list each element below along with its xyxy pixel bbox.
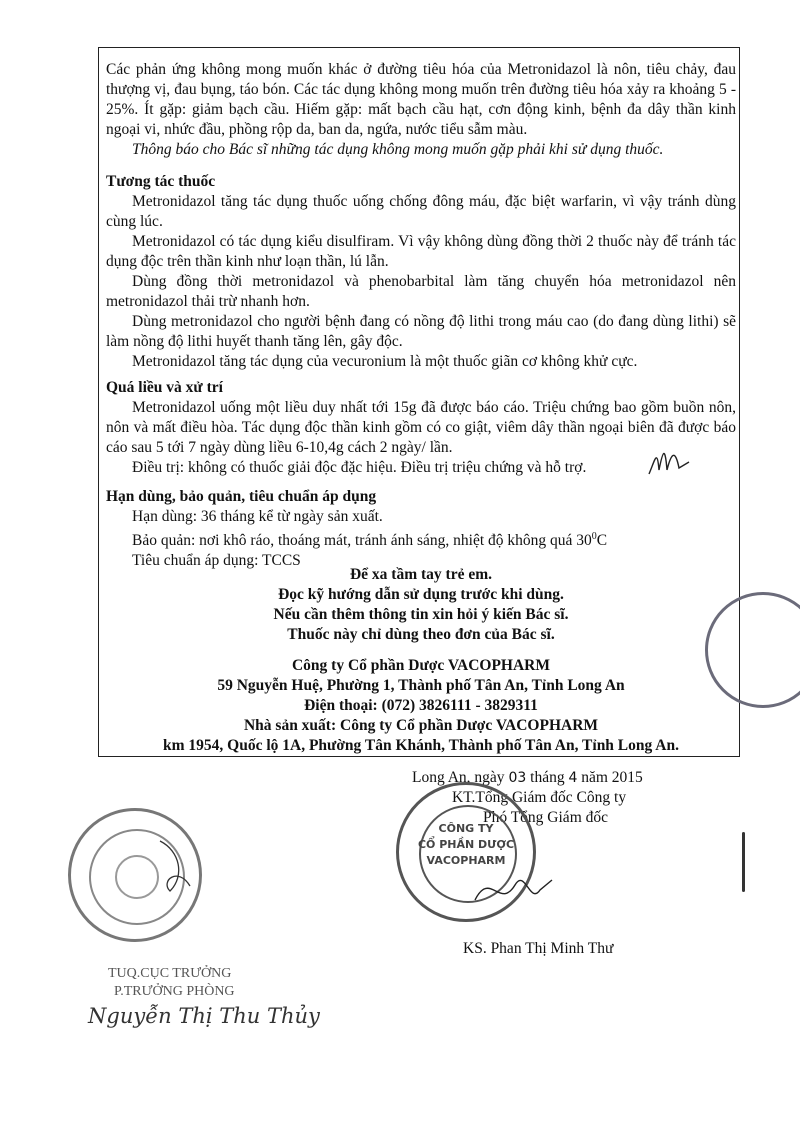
storage-conditions: Bảo quản: nơi khô ráo, thoáng mát, tránh ánh sáng, nhiệt độ không quá $30^0C$ <box>132 531 608 550</box>
overdose-paragraph: Metronidazol uống một liều duy nhất tới 15g đã được báo cáo. Triệu chứng bao gồm buồn nôn, nôn và mất điều hòa. Tác dụng độc thần kinh gồm có co giật, viêm dây thần ngoại biên đã được báo cáo sau 5 tới 7 ngày dùng liều 6-10,4g cách 2 ngày/ lần. <box>106 399 736 456</box>
warning-line: Thuốc này chỉ dùng theo đơn của Bác sĩ. <box>287 626 555 643</box>
director-signature <box>470 860 560 920</box>
company-phone: Điện thoại: (072) 3826111 - 3829311 <box>304 697 538 714</box>
warning-line: Để xa tầm tay trẻ em. <box>349 566 493 583</box>
adverse-section <box>106 60 736 160</box>
interaction-item: Dùng metronidazol cho người bệnh đang có nồng độ lithi trong máu cao (do đang dùng lithi) sẽ làm nồng độ lithi huyết thanh tăng lên, gây độc. <box>106 313 736 350</box>
overdose-section <box>106 378 736 478</box>
warnings <box>106 565 736 645</box>
signoff-subtitle: Phó Tổng Giám đốc <box>483 809 608 826</box>
ministry-signature-mark <box>150 836 200 896</box>
interactions-section <box>106 172 736 372</box>
interaction-item: Metronidazol có tác dụng kiểu disulfiram. Vì vậy không dùng đồng thời 2 thuốc này để tránh tác dụng độc trên thần kinh như loạn thần, lú lẫn. <box>106 233 736 270</box>
standard: Tiêu chuẩn áp dụng: TCCS <box>132 552 301 570</box>
initials-signature <box>645 440 695 486</box>
signer-name: KS. Phan Thị Minh Thư <box>463 940 614 957</box>
overdose-heading: Quá liều và xử trí <box>106 379 223 396</box>
warning-line: Nếu cần thêm thông tin xin hỏi ý kiến Bác sĩ. <box>273 606 569 623</box>
warning-line: Đọc kỹ hướng dẫn sử dụng trước khi dùng. <box>278 586 564 603</box>
shelf-life: Hạn dùng: 36 tháng kể từ ngày sản xuất. <box>132 508 383 525</box>
signoff-title: KT.Tổng Giám đốc Công ty <box>452 789 627 806</box>
signoff-date: Long An, ngày 03 tháng 4 năm 2015 <box>412 769 643 786</box>
interaction-item: Metronidazol tăng tác dụng thuốc uống chống đông máu, đặc biệt warfarin, vì vậy tránh dùng cùng lúc. <box>106 193 736 230</box>
adverse-paragraph: Các phản ứng không mong muốn khác ở đường tiêu hóa của Metronidazol là nôn, tiêu chảy, đau thượng vị, đau bụng, táo bón. Các tác dụng không mong muốn trên đường tiêu hóa xảy ra khoảng 5 - 25%. Ít gặp: giảm bạch cầu. Hiếm gặp: mất bạch cầu hạt, cơn động kinh, bệnh đa dây thần kinh ngoại vi, nhức đầu, phồng rộp da, ban da, ngứa, nước tiểu sẫm màu. <box>106 61 736 138</box>
interactions-heading: Tương tác thuốc <box>106 173 216 190</box>
company-block <box>106 656 736 756</box>
overdose-treatment: Điều trị: không có thuốc giải độc đặc hiệu. Điều trị triệu chứng và hỗ trợ. <box>132 459 587 476</box>
manufacturer: Nhà sản xuất: Công ty Cổ phần Dược VACOPHARM <box>243 717 599 734</box>
manufacturer-address: km 1954, Quốc lộ 1A, Phường Tân Khánh, Thành phố Tân An, Tỉnh Long An. <box>163 737 679 754</box>
interaction-item: Metronidazol tăng tác dụng của vecuronium là một thuốc giãn cơ không khử cực. <box>132 353 638 370</box>
edge-mark <box>742 832 745 892</box>
ministry-signer-name: Nguyễn Thị Thu Thủy <box>88 1004 320 1028</box>
company-address: 59 Nguyễn Huệ, Phường 1, Thành phố Tân An, Tỉnh Long An <box>217 677 625 694</box>
adverse-note: Thông báo cho Bác sĩ những tác dụng không mong muốn gặp phải khi sử dụng thuốc. <box>132 141 664 158</box>
ministry-title: TUQ.CỤC TRƯỞNG P.TRƯỞNG PHÒNG <box>108 966 235 999</box>
storage-section <box>106 487 736 571</box>
interaction-item: Dùng đồng thời metronidazol và phenobarbital làm tăng chuyển hóa metronidazol nên metronidazol thải trừ nhanh hơn. <box>106 273 736 310</box>
storage-heading: Hạn dùng, bảo quản, tiêu chuẩn áp dụng <box>106 488 377 505</box>
company-name: Công ty Cổ phần Dược VACOPHARM <box>291 657 550 674</box>
company-stamp: CÔNG TY CỔ PHẦN DƯỢC VACOPHARM <box>396 782 536 922</box>
